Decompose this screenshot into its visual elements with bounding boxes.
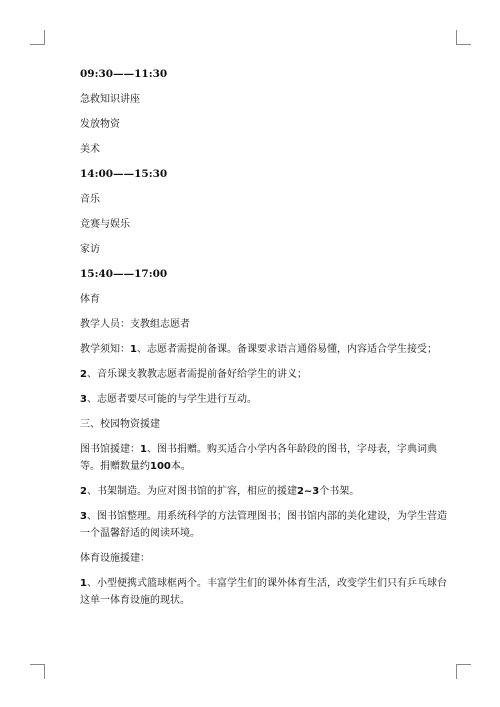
schedule-time-1: 09:30——11:30	[80, 68, 168, 80]
library-item-2: 2、书架制造。为应对图书馆的扩容，相应的援建2~3个书架。	[80, 486, 360, 497]
sports-facilities-heading: 体育设施援建：	[80, 553, 150, 564]
schedule-item-sports: 体育	[80, 294, 100, 305]
teaching-notes-1: 教学须知：1、志愿者需提前备课。备课要求语言通俗易懂，内容适合学生接受；	[80, 344, 437, 355]
schedule-item-games: 竞赛与娱乐	[80, 219, 130, 230]
schedule-item-music: 音乐	[80, 194, 100, 205]
schedule-time-3: 15:40——17:00	[80, 268, 168, 280]
teaching-staff: 教学人员：支教组志愿者	[80, 319, 190, 330]
schedule-item-art: 美术	[80, 144, 100, 155]
teaching-notes-2: 2、音乐课支教教志愿者需提前备好给学生的讲义；	[80, 369, 307, 380]
sports-item-1: 1、小型便携式篮球框两个。丰富学生们的课外体育生活，改变学生们只有乒乓球台这单一体育设施的现状。	[80, 578, 447, 606]
library-item-3: 3、图书馆整理。用系统科学的方法管理图书；图书馆内部的美化建设，为学生营造一个温馨舒适的阅读环境。	[80, 511, 447, 539]
teaching-notes-3: 3、志愿者要尽可能的与学生进行互动。	[80, 394, 257, 405]
document-body	[80, 66, 450, 617]
schedule-item-supplies: 发放物资	[80, 119, 120, 130]
library-item-1: 图书馆援建：1、图书捐赠。购买适合小学内各年龄段的图书，字母表，字典词典等。捐赠数量约100本。	[80, 444, 437, 472]
crop-mark-bottom-left	[30, 664, 45, 679]
crop-mark-top-right	[456, 30, 471, 45]
section-heading-campus-supplies: 三、校园物资援建	[80, 419, 160, 430]
schedule-item-first-aid: 急救知识讲座	[80, 94, 140, 105]
crop-mark-top-left	[30, 30, 45, 45]
schedule-item-home-visit: 家访	[80, 244, 100, 255]
crop-mark-bottom-right	[456, 664, 471, 679]
schedule-time-2: 14:00——15:30	[80, 168, 168, 180]
